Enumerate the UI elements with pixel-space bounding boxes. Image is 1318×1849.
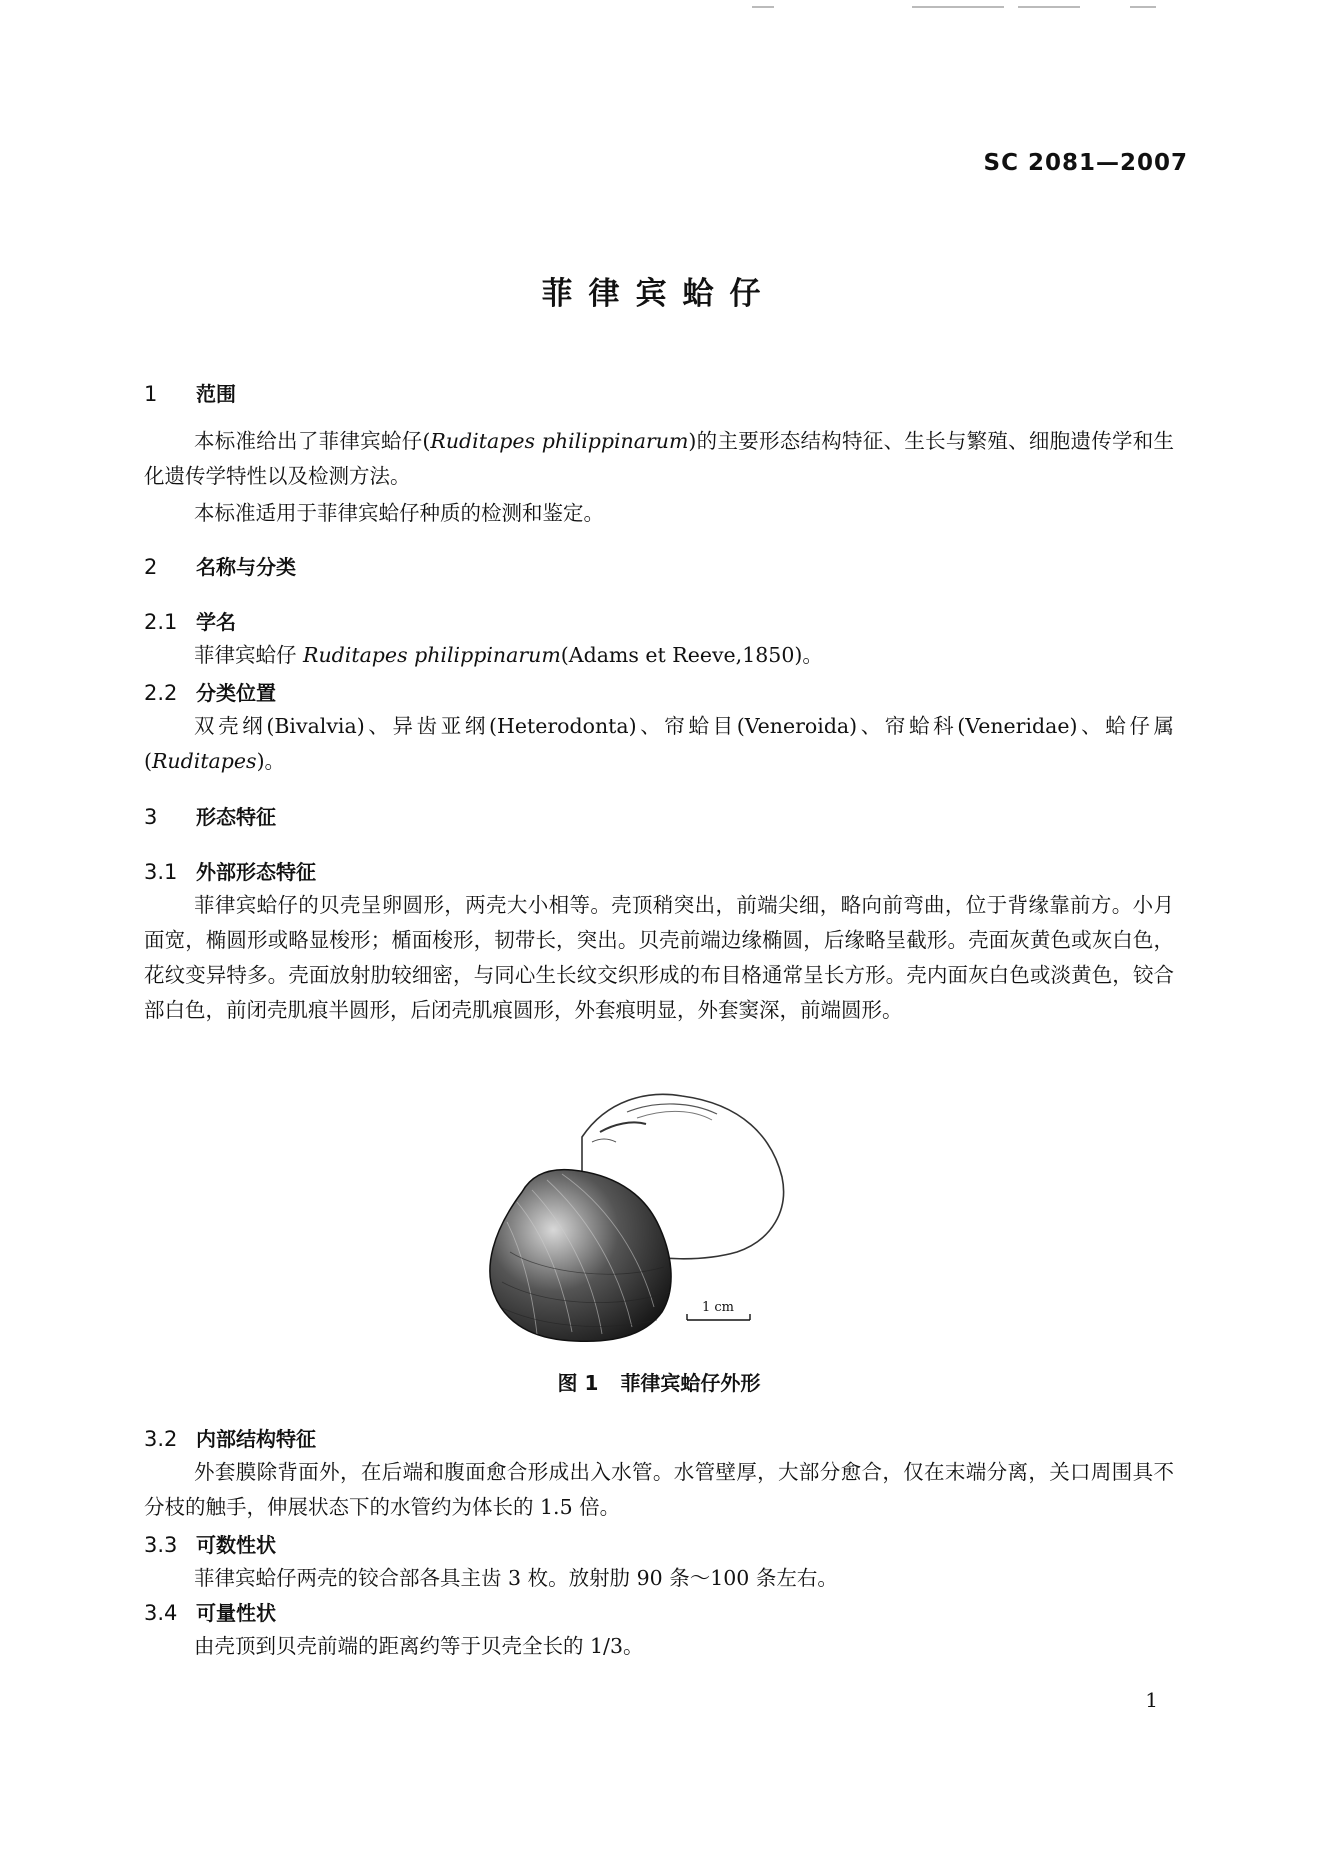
- scan-mark: [752, 6, 774, 8]
- section-1-paragraph-2: 本标准适用于菲律宾蛤仔种质的检测和鉴定。: [194, 501, 604, 525]
- document-title: 菲律宾蛤仔: [541, 276, 777, 312]
- section-title: 分类位置: [196, 681, 276, 705]
- section-number: 3.3: [144, 1533, 178, 1557]
- species-name: Ruditapes philippinarum: [303, 643, 561, 667]
- page-number: 1: [1145, 1688, 1158, 1712]
- section-1-heading: [144, 378, 236, 407]
- species-name: Ruditapes philippinarum: [430, 429, 689, 453]
- section-title: 学名: [196, 610, 236, 634]
- section-title: 可量性状: [196, 1601, 276, 1625]
- section-3-1-paragraph: 菲律宾蛤仔的贝壳呈卵圆形，两壳大小相等。壳顶稍突出，前端尖细，略向前弯曲，位于背缘靠前方。小月面宽，椭圆形或略显梭形；楯面梭形，韧带长，突出。贝壳前端边缘椭圆，后缘略呈截形。壳面灰黄色或灰白色，花纹变异特多。壳面放射肋较细密，与同心生长纹交织形成的布目格通常呈长方形。壳内面灰白色或淡黄色，铰合部白色，前闭壳肌痕半圆形，后闭壳肌痕圆形，外套痕明显，外套窦深，前端圆形。: [144, 893, 1174, 1022]
- section-number: 1: [144, 382, 158, 406]
- section-title: 外部形态特征: [196, 860, 316, 884]
- section-2-heading: [144, 551, 296, 580]
- figure-number: 图 1: [557, 1371, 599, 1395]
- scan-mark: [1130, 6, 1156, 8]
- scan-mark: [912, 6, 1004, 8]
- section-number: 2: [144, 555, 158, 579]
- clam-illustration: [432, 1082, 892, 1372]
- section-title: 形态特征: [196, 805, 276, 829]
- section-2-1-paragraph: 菲律宾蛤仔 Ruditapes philippinarum(Adams et Reeve,1850)。: [194, 643, 823, 667]
- section-number: 3: [144, 805, 158, 829]
- section-title: 可数性状: [196, 1533, 276, 1557]
- section-3-3-paragraph: 菲律宾蛤仔两壳的铰合部各具主齿 3 枚。放射肋 90 条～100 条左右。: [194, 1566, 838, 1590]
- scale-label: 1 cm: [701, 1300, 735, 1315]
- section-title: 名称与分类: [196, 555, 296, 579]
- figure-caption: [0, 1367, 1318, 1396]
- section-3-4-heading: [144, 1597, 276, 1626]
- section-number: 3.1: [144, 860, 178, 884]
- section-3-heading: [144, 801, 276, 830]
- scan-mark: [1018, 6, 1080, 8]
- section-2-2-paragraph: 双壳纲(Bivalvia)、异齿亚纲(Heterodonta)、帘蛤目(Veneroida)、帘蛤科(Veneridae)、蛤仔属(Ruditapes)。: [144, 714, 1174, 773]
- genus-name: Ruditapes: [152, 749, 257, 773]
- section-3-2-paragraph: 外套膜除背面外，在后端和腹面愈合形成出入水管。水管壁厚，大部分愈合，仅在末端分离，关口周围具不分枝的触手，伸展状态下的水管约为体长的 1.5 倍。: [144, 1460, 1174, 1519]
- section-1-paragraph-1: 本标准给出了菲律宾蛤仔(Ruditapes philippinarum)的主要形态结构特征、生长与繁殖、细胞遗传学和生化遗传学特性以及检测方法。: [144, 429, 1175, 488]
- section-3-1-heading: [144, 856, 316, 885]
- section-title: 内部结构特征: [196, 1427, 316, 1451]
- section-number: 2.1: [144, 610, 178, 634]
- section-number: 2.2: [144, 681, 178, 705]
- standard-code: SC 2081—2007: [983, 150, 1188, 176]
- scale-bar: [687, 1300, 750, 1320]
- section-3-4-paragraph: 由壳顶到贝壳前端的距离约等于贝壳全长的 1/3。: [194, 1634, 644, 1658]
- section-title: 范围: [196, 382, 236, 406]
- section-number: 3.2: [144, 1427, 178, 1451]
- section-3-3-heading: [144, 1529, 276, 1558]
- section-2-1-heading: [144, 606, 236, 635]
- section-2-2-heading: [144, 677, 276, 706]
- figure-clam-shells: [432, 1082, 892, 1372]
- section-3-2-heading: [144, 1423, 316, 1452]
- figure-caption-text: 菲律宾蛤仔外形: [620, 1371, 761, 1395]
- section-number: 3.4: [144, 1601, 178, 1625]
